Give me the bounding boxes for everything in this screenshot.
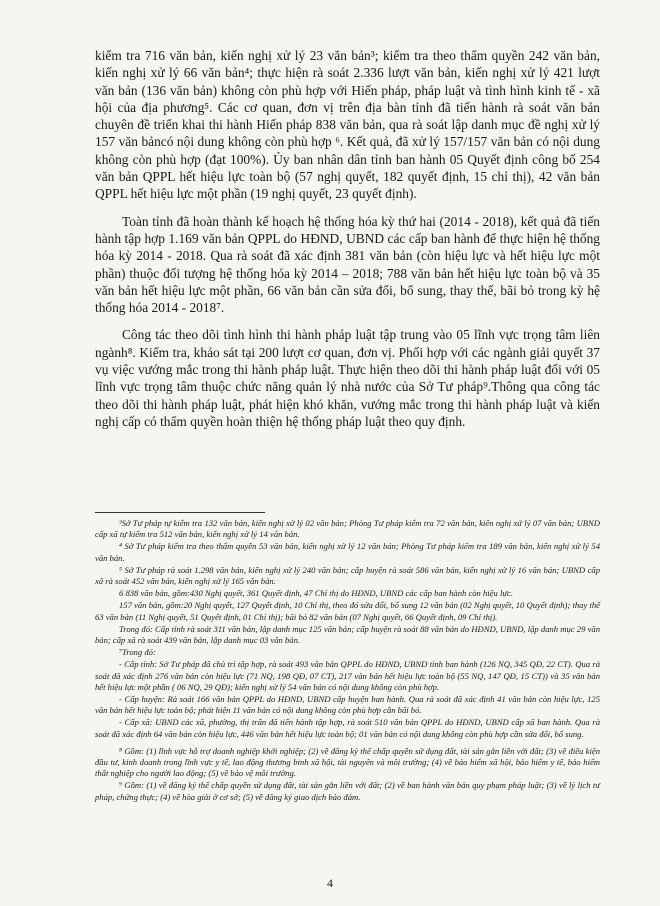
footnote-7-heading: ⁷Trong đó: (119, 647, 156, 658)
footnote-3: ³Sở Tư pháp tự kiểm tra 132 văn bản, kiến nghị xử lý 02 văn bản; Phòng Tư pháp kiểm tra 72 văn bản, kiến nghị xử lý 07 văn bản; UBND cấp xã tự kiểm tra 512 văn bản, kiến nghị xử lý 14 văn bản. (95, 518, 600, 540)
body-text (95, 47, 600, 440)
footnote-8: ⁸ Gồm: (1) lĩnh vực hỗ trợ doanh nghiệp khởi nghiệp; (2) về đăng ký thế chấp quyền sử dụng đất, tài sản gắn liền với đất; (3) về điều kiện đầu tư, kinh doanh trong lĩnh vực y tế, lao động thương binh xã hội, tài nguyên và môi trường; (4) về bảo hiểm xã hội, bảo hiểm y tế, bảo hiểm thất nghiệp cho người lao động; (5) về bảo vệ môi trường. (95, 745, 600, 779)
footnote-6-line-2: 157 văn bản, gồm:20 Nghị quyết, 127 Quyết định, 10 Chỉ thị, theo đó sửa đổi, bổ sung 12 văn bản (02 Nghị quyết, 10 Quyết định); thay thế 63 văn bản (11 Nghị quyết, 51 Quyết định, 01 Chỉ thị); bãi bỏ 82 văn bản (07 Nghị quyết, 66 Quyết định, 09 Chỉ thị). (95, 600, 600, 622)
footnote-6-line-3: Trong đó: Cấp tỉnh rà soát 311 văn bản, lập danh mục 125 văn bản; cấp huyện rà soát 88 văn bản do HĐND, UBND, lập danh mục 29 văn bản; cấp xã rà soát 439 văn bản, lập danh mục 03 văn bản. (95, 623, 600, 646)
footnote-7-district: - Cấp huyện: Rà soát 166 văn bản QPPL do HĐND, UBND cấp huyện ban hành. Qua rà soát đã xác định 41 văn bản còn hiệu lực, 125 văn bản hết hiệu lực toàn bộ; phát hiện 11 văn bản có nội dung không còn phù hợp cần bãi bỏ. (95, 694, 600, 716)
footnote-7-provincial: - Cấp tỉnh: Sở Tư pháp đã chủ trì tập hợp, rà soát 493 văn bản QPPL do HĐND, UBND tỉnh ban hành (126 NQ, 345 QĐ, 22 CT). Qua rà soát đã xác định 276 văn bản còn hiệu lực (71 NQ, 198 QĐ, 07 CT), 217 văn bản hết hiệu lực toàn bộ (55 NQ, 147 QĐ, 15 CT)) và 35 văn bản hết hiệu lực một phần ( 06 NQ, 29 QĐ); kiến nghị xử lý 54 văn bản có nội dung không còn phù hợp. (95, 659, 600, 692)
footnote-9: ⁹ Gồm: (1) về đăng ký thế chấp quyền sử dụng đất, tài sản gắn liền với đất; (2) về ban hành văn bản quy phạm pháp luật; (3) về lý lịch tư pháp, chứng thực; (4) về hòa giải ở cơ sở; (5) về đăng ký giao dịch bảo đảm. (95, 780, 600, 802)
footnote-6-line-1: 6 838 văn bản, gồm:430 Nghị quyết, 361 Quyết định, 47 Chỉ thị do HĐND, UBND các cấp ban hành còn hiệu lực. (119, 588, 513, 599)
footnote-separator (95, 512, 265, 513)
paragraph-systematization: Toàn tỉnh đã hoàn thành kế hoạch hệ thống hóa kỳ thứ hai (2014 - 2018), kết quả đã tiến hành tập hợp 1.169 văn bản QPPL do HĐND, UBND các cấp ban hành để thực hiện hệ thống hóa kỳ 2014 - 2018. Qua rà soát đã xác định 381 văn bản (còn hiệu lực và hết hiệu lực một phần) thuộc đối tượng hệ thống hóa kỳ 2014 – 2018; 788 văn bản hết hiệu lực toàn bộ và 35 văn bản hết hiệu lực một phần, 66 văn bản cần sửa đổi, bổ sung, thay thế, bãi bỏ trong kỳ hệ thống hóa 2014 - 2018⁷. (95, 213, 600, 316)
footnote-5: ⁵ Sở Tư pháp rà soát 1.298 văn bản, kiến nghị xử lý 240 văn bản; cấp huyện rà soát 586 văn bản, kiến nghị xử lý 16 văn bản; UBND cấp xã rà soát 452 văn bản, kiến nghị xử lý 165 văn bản. (95, 564, 600, 587)
paragraph-monitoring: Công tác theo dõi tình hình thi hành pháp luật tập trung vào 05 lĩnh vực trọng tâm liên ngành⁸. Kiểm tra, khảo sát tại 200 lượt cơ quan, đơn vị. Phối hợp với các ngành giải quyết 37 vụ việc vướng mắc trong thi hành pháp luật. Thực hiện theo dõi thi hành pháp luật đối với 05 lĩnh vực trọng tâm thuộc chức năng quản lý nhà nước của Sở Tư pháp⁹.Thông qua công tác theo dõi thi hành pháp luật, phát hiện khó khăn, vướng mắc trong thi hành pháp luật và kiến nghị cấp có thẩm quyền hoàn thiện hệ thống pháp luật theo quy định. (95, 327, 600, 429)
footnotes (95, 518, 600, 804)
footnote-7-commune: - Cấp xã: UBND các xã, phường, thị trấn đã tiến hành tập hợp, rà soát 510 văn bản QPPL do HĐND, UBND cấp xã ban hành. Qua rà soát đã xác định 64 văn bản còn hiệu lực, 446 văn bản hết hiệu lực toàn bộ; 01 văn bản có nội dung không còn phù hợp cần sửa đổi, bổ sung. (95, 717, 600, 739)
page-number: 4 (327, 876, 333, 890)
footnote-4: ⁴ Sở Tư pháp kiểm tra theo thẩm quyền 53 văn bản, kiến nghị xử lý 12 văn bản; Phòng Tư pháp kiểm tra 189 văn bản, kiến nghị xử lý 54 văn bản. (95, 541, 600, 563)
paragraph-review: kiểm tra 716 văn bản, kiến nghị xử lý 23 văn bản³; kiểm tra theo thẩm quyền 242 văn bản, kiến nghị xử lý 66 văn bản⁴; thực hiện rà soát 2.336 lượt văn bản, kiến nghị xử lý 421 lượt văn bản (136 văn bản) không còn phù hợp với Hiến pháp, pháp luật và tình hình kinh tế - xã hội của địa phương⁵. Các cơ quan, đơn vị trên địa bàn tỉnh đã tiến hành rà soát văn bản chuyên đề triển khai thi hành Hiến pháp 838 văn bản, qua rà soát lập danh mục đề nghị xử lý 157 văn bảncó nội dung không còn phù hợp ⁶. Kết quả, đã xử lý 157/157 văn bản có nội dung không còn phù hợp (đạt 100%). Ủy ban nhân dân tỉnh ban hành 05 Quyết định công bố 254 văn bản QPPL hết hiệu lực toàn bộ (57 nghị quyết, 182 quyết định, 15 chỉ thị), 42 văn bản QPPL hết hiệu lực một phần (19 nghị quyết, 23 quyết định). (95, 48, 600, 202)
